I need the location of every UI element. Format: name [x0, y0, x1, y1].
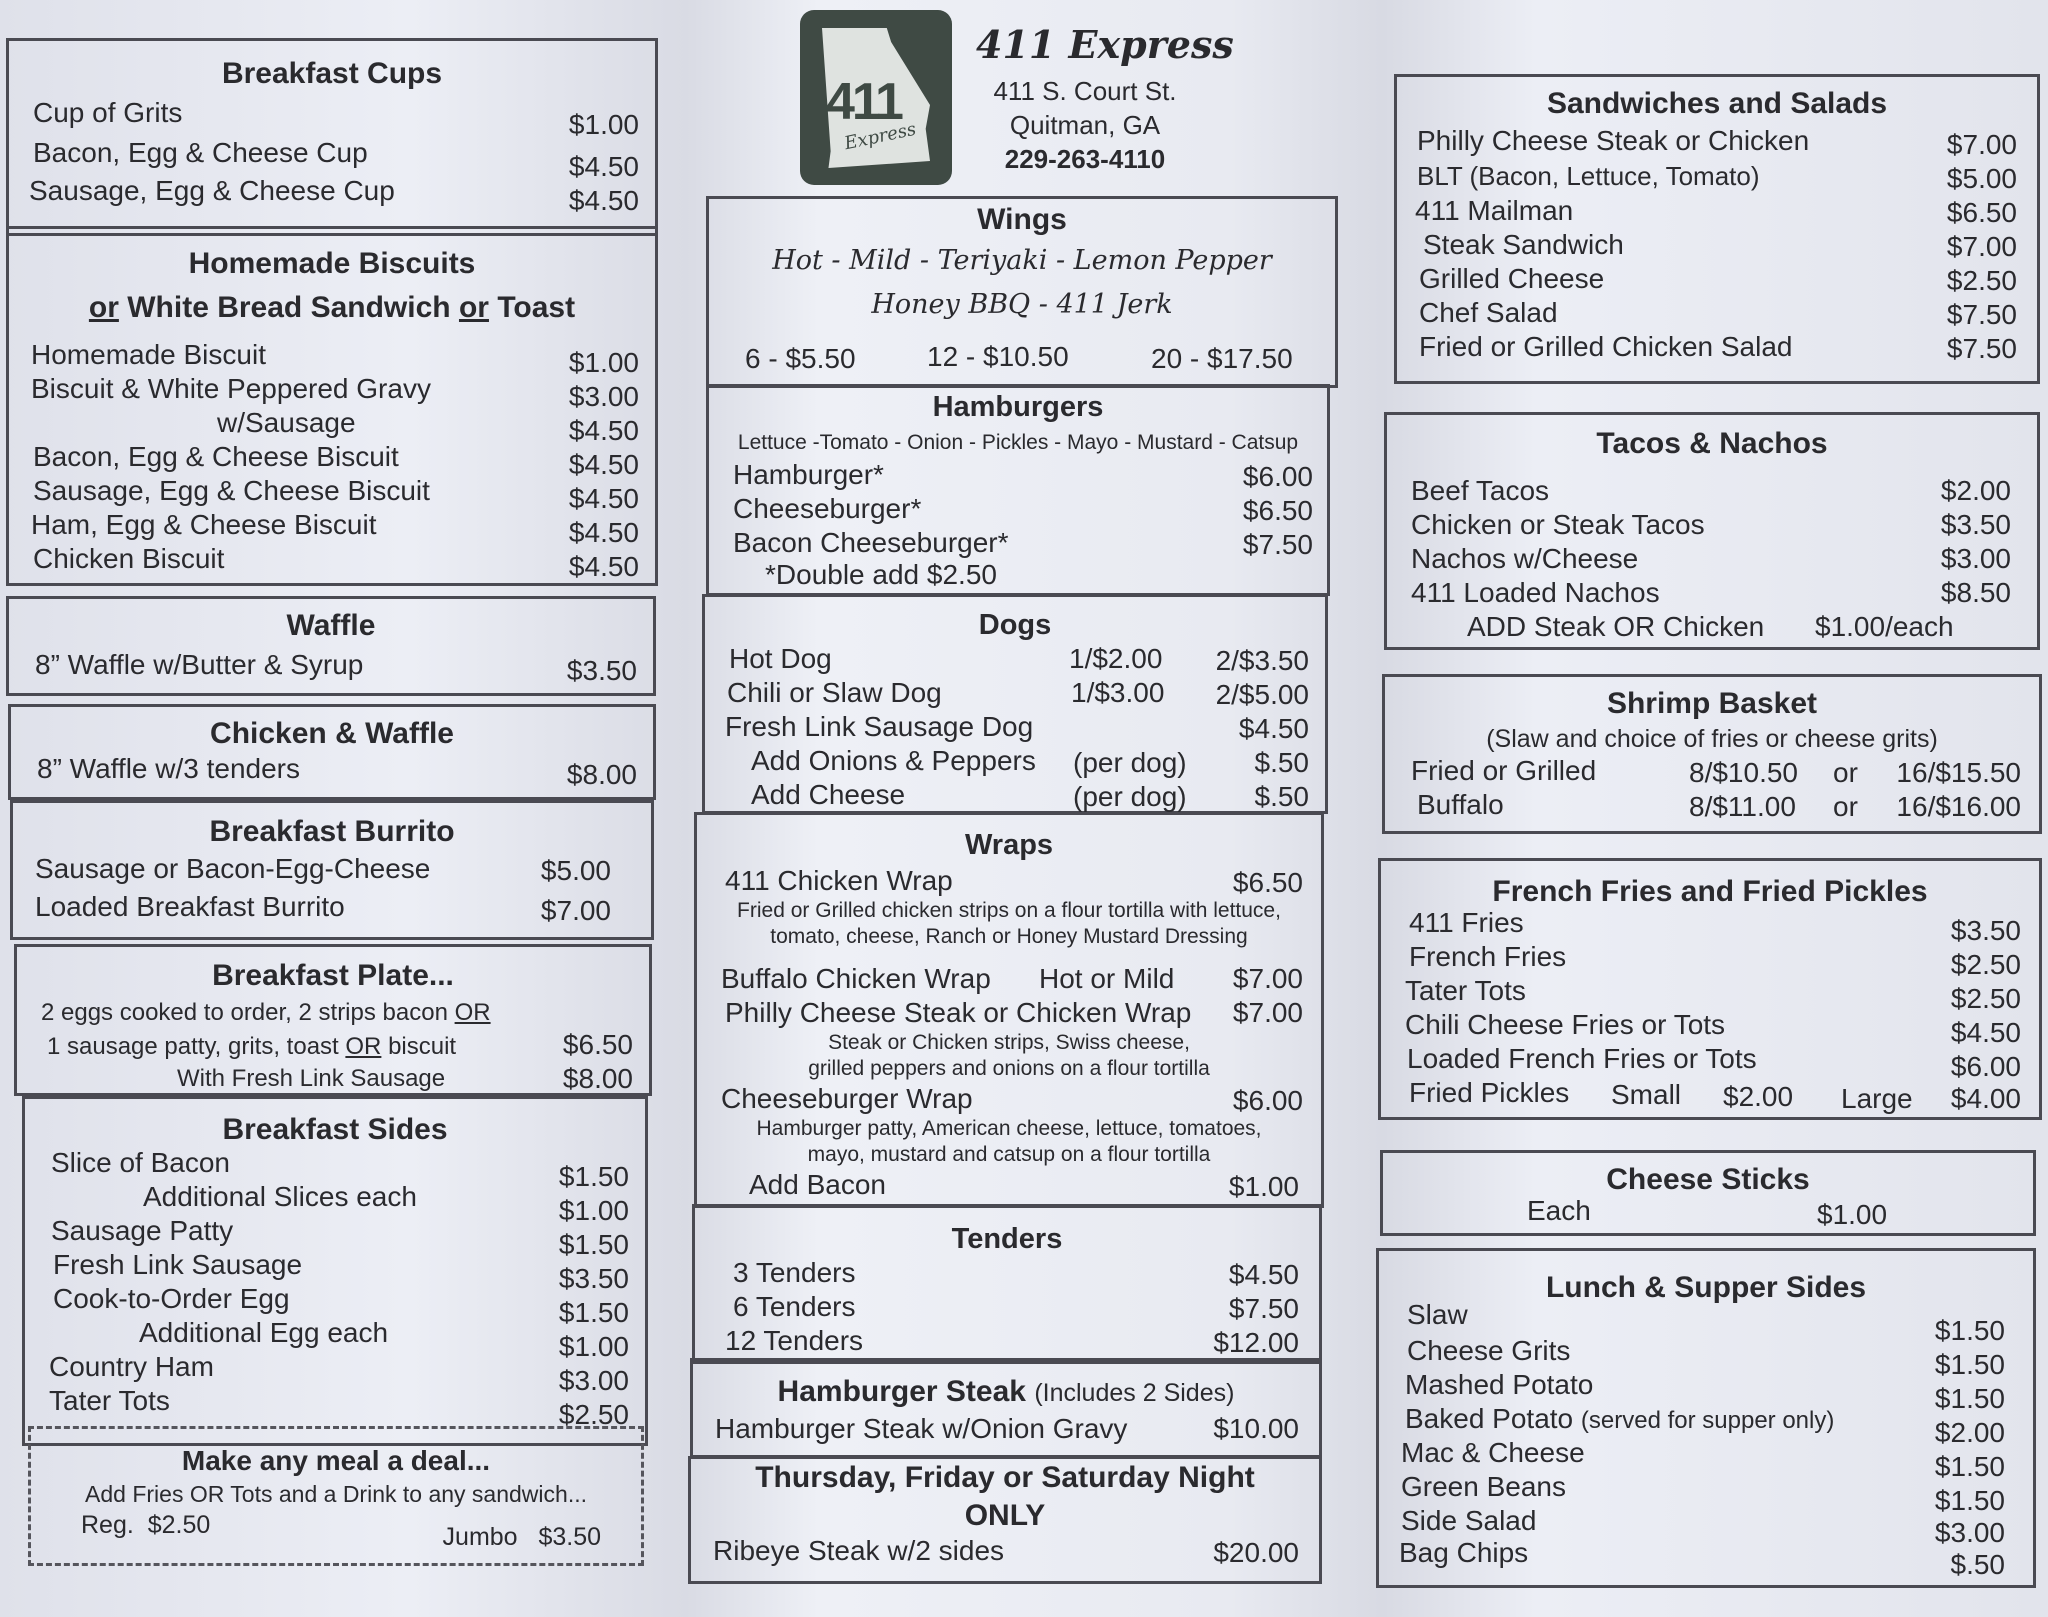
section-biscuits [6, 226, 658, 586]
section-title: Wraps [964, 829, 1054, 861]
menu-price: $3.00 [558, 1365, 629, 1396]
menu-item: 8” Waffle w/3 tenders [37, 753, 301, 784]
section-title: Wings [977, 203, 1067, 236]
menu-price: $1.00 [558, 1195, 629, 1226]
menu-item: Beef Tacos [1411, 475, 1550, 506]
menu-price: $8.50 [1940, 577, 2011, 608]
menu-description: tomato, cheese, Ranch or Honey Mustard Dressing [770, 925, 1248, 948]
section-cheese-sticks [1380, 1150, 2036, 1236]
menu-price: $.50 [1254, 781, 1309, 812]
menu-price: $6.50 [562, 1029, 633, 1060]
menu-item: 411 Loaded Nachos [1411, 577, 1660, 608]
menu-item: 411 Fries [1409, 907, 1524, 938]
menu-item: Each [1527, 1195, 1591, 1226]
restaurant-phone: 229-263-4110 [1004, 144, 1166, 174]
menu-price: $6.50 [1946, 197, 2017, 228]
menu-price: $5.00 [1946, 163, 2017, 194]
menu-description: grilled peppers and onions on a flour tortilla [808, 1057, 1210, 1080]
section-weekend-special [688, 1456, 1322, 1584]
menu-price: $2.50 [558, 1399, 629, 1430]
wing-flavors: Hot - Mild - Teriyaki - Lemon Pepper [772, 245, 1272, 276]
menu-price: 2/$5.00 [1215, 679, 1309, 710]
section-title: Make any meal a deal... [181, 1445, 491, 1476]
menu-item: Tater Tots [49, 1385, 170, 1416]
menu-item: 3 Tenders [733, 1257, 856, 1288]
section-title: Breakfast Cups [221, 57, 443, 90]
section-tacos-nachos [1384, 412, 2040, 650]
menu-item: Hot Dog [729, 643, 832, 674]
menu-price: $12.00 [1213, 1327, 1299, 1358]
section-title: Thursday, Friday or Saturday Night [755, 1461, 1255, 1494]
menu-price: $1.50 [558, 1297, 629, 1328]
menu-item: Homemade Biscuit [31, 339, 266, 370]
menu-item: Hamburger* [733, 459, 884, 490]
menu-item: Mashed Potato [1405, 1369, 1594, 1400]
menu-price: 16/$16.00 [1896, 791, 2021, 822]
section-breakfast-plate [14, 944, 652, 1096]
menu-item: w/Sausage [217, 407, 356, 438]
menu-item: Steak Sandwich [1423, 229, 1624, 260]
menu-price: $4.50 [568, 551, 639, 582]
section-title: Tenders [951, 1223, 1063, 1255]
menu-item: Baked Potato (served for supper only) [1405, 1403, 1835, 1434]
menu-price: $3.50 [1940, 509, 2011, 540]
menu-price: $8.00 [562, 1063, 633, 1094]
menu-item: Additional Slices each [143, 1181, 417, 1212]
menu-item: French Fries [1409, 941, 1567, 972]
menu-price: $7.00 [1232, 963, 1303, 994]
menu-item: Hamburger Steak w/Onion Gravy [715, 1413, 1128, 1444]
section-lunch-sides [1376, 1248, 2036, 1588]
deal-regular: Reg. $2.50 [81, 1511, 211, 1539]
menu-option: Hot or Mild [1039, 963, 1175, 994]
menu-item: Bacon, Egg & Cheese Biscuit [33, 441, 399, 472]
menu-price: $1.50 [1934, 1451, 2005, 1482]
section-title: Breakfast Sides [222, 1113, 448, 1146]
menu-price: $2.00 [1934, 1417, 2005, 1448]
menu-price: $4.50 [1950, 1017, 2021, 1048]
menu-price: $3.50 [566, 655, 637, 686]
section-shrimp-basket [1382, 674, 2042, 834]
section-wraps [694, 812, 1324, 1208]
logo-number: 411 [826, 73, 901, 131]
menu-item: Chicken or Steak Tacos [1411, 509, 1705, 540]
menu-price: $7.00 [1232, 997, 1303, 1028]
section-subtitle: or White Bread Sandwich or Toast [88, 291, 576, 324]
menu-price: $1.00 [568, 347, 639, 378]
menu-item: Ribeye Steak w/2 sides [713, 1535, 1005, 1566]
menu-price: $3.50 [1950, 915, 2021, 946]
menu-price: $4.50 [568, 185, 639, 216]
section-sandwiches-salads [1394, 74, 2040, 384]
menu-price: $4.50 [1228, 1259, 1299, 1290]
menu-price: $5.00 [540, 855, 611, 886]
deal-description: Add Fries OR Tots and a Drink to any sandwich... [85, 1481, 587, 1507]
menu-item: Chili Cheese Fries or Tots [1405, 1009, 1726, 1040]
menu-item: Sausage Patty [51, 1215, 234, 1246]
menu-price: $4.50 [568, 151, 639, 182]
menu-item: Buffalo [1417, 789, 1504, 820]
menu-price: $1.50 [1934, 1485, 2005, 1516]
section-dogs [702, 594, 1328, 814]
hamburger-note: *Double add $2.50 [765, 559, 997, 590]
menu-price: $2.50 [1950, 949, 2021, 980]
deal-jumbo: Jumbo $3.50 [442, 1523, 601, 1551]
menu-item: Slaw [1407, 1299, 1468, 1330]
menu-description: Hamburger patty, American cheese, lettuce, tomatoes, [756, 1117, 1262, 1140]
menu-price: $1.00 [558, 1331, 629, 1362]
menu-item: Fried Pickles [1409, 1077, 1570, 1108]
section-french-fries [1378, 858, 2042, 1120]
menu-price: $6.00 [1950, 1051, 2021, 1082]
menu-item: Bacon Cheeseburger* [733, 527, 1009, 558]
menu-price: $1.00 [568, 109, 639, 140]
menu-price: $7.50 [1228, 1293, 1299, 1324]
menu-price: $1.50 [1934, 1349, 2005, 1380]
menu-description: Steak or Chicken strips, Swiss cheese, [828, 1031, 1190, 1054]
section-burrito [10, 800, 654, 940]
menu-price: $8.00 [566, 759, 637, 790]
menu-price: $6.00 [1232, 1085, 1303, 1116]
menu-item: Chef Salad [1419, 297, 1558, 328]
menu-price: $.50 [1950, 1549, 2005, 1580]
menu-addon: ADD Steak OR Chicken [1467, 611, 1765, 642]
menu-item: Fried or Grilled [1411, 755, 1597, 786]
menu-price: $1.50 [558, 1229, 629, 1260]
menu-price: $2.00 [1940, 475, 2011, 506]
section-title: Tacos & Nachos [1596, 427, 1828, 460]
menu-item: Grilled Cheese [1419, 263, 1605, 294]
menu-item: Side Salad [1401, 1505, 1537, 1536]
restaurant-city: Quitman, GA [1009, 110, 1161, 140]
shrimp-description: (Slaw and choice of fries or cheese grits) [1486, 725, 1938, 753]
wing-price: 12 - $10.50 [927, 341, 1069, 372]
plate-line-3: With Fresh Link Sausage [177, 1065, 446, 1092]
section-title: French Fries and Fried Pickles [1492, 875, 1928, 908]
menu-price: $7.00 [1946, 129, 2017, 160]
section-tenders [692, 1204, 1322, 1364]
menu-item: Tater Tots [1405, 975, 1526, 1006]
restaurant-address: 411 S. Court St. [993, 76, 1177, 106]
menu-price: 8/$10.50 [1689, 757, 1798, 788]
section-hamburgers [706, 384, 1330, 596]
menu-price: $.50 [1254, 747, 1309, 778]
menu-description: Fried or Grilled chicken strips on a flour tortilla with lettuce, [737, 899, 1281, 922]
menu-price: $7.50 [1242, 529, 1313, 560]
menu-price: $1.50 [1934, 1383, 2005, 1414]
menu-item: Bag Chips [1399, 1537, 1529, 1568]
menu-item: 8” Waffle w/Butter & Syrup [35, 649, 364, 680]
menu-price: $10.00 [1213, 1413, 1299, 1444]
section-title: Dogs [978, 609, 1052, 641]
menu-item: 6 Tenders [733, 1291, 856, 1322]
menu-item: BLT (Bacon, Lettuce, Tomato) [1417, 161, 1760, 191]
section-subtitle: ONLY [964, 1499, 1046, 1532]
section-title: Breakfast Burrito [209, 815, 455, 848]
menu-price: $7.50 [1946, 299, 2017, 330]
section-breakfast-sides [22, 1096, 648, 1446]
menu-price: $3.00 [1940, 543, 2011, 574]
menu-item: Cheeseburger* [733, 493, 922, 524]
menu-or: or [1833, 757, 1858, 788]
menu-price: 2/$3.50 [1215, 645, 1309, 676]
menu-item: Chicken Biscuit [33, 543, 225, 574]
menu-item: Slice of Bacon [51, 1147, 230, 1178]
menu-item: Chili or Slaw Dog [727, 677, 942, 708]
menu-item: Sausage or Bacon-Egg-Cheese [35, 853, 431, 884]
menu-price: $2.50 [1950, 983, 2021, 1014]
menu-item: Philly Cheese Steak or Chicken [1417, 125, 1810, 156]
menu-item: Mac & Cheese [1401, 1437, 1585, 1468]
menu-price: $6.00 [1242, 461, 1313, 492]
menu-item: Add Onions & Peppers [751, 745, 1036, 776]
section-title: Breakfast Plate... [212, 959, 454, 992]
section-title: Lunch & Supper Sides [1545, 1271, 1867, 1304]
section-title: Homemade Biscuits [188, 247, 476, 280]
menu-item: Bacon, Egg & Cheese Cup [33, 137, 368, 168]
menu-or: or [1833, 791, 1858, 822]
menu-price: $4.50 [568, 449, 639, 480]
wing-price: 6 - $5.50 [745, 343, 856, 374]
menu-item: Sausage, Egg & Cheese Biscuit [33, 475, 430, 506]
menu-item: Nachos w/Cheese [1411, 543, 1639, 574]
menu-price: $1.50 [558, 1161, 629, 1192]
section-hamburger-steak [690, 1358, 1322, 1458]
menu-item: Buffalo Chicken Wrap [721, 963, 991, 994]
wing-price: 20 - $17.50 [1151, 343, 1293, 374]
section-waffle [6, 596, 656, 696]
section-wings [706, 196, 1338, 388]
menu-item: Ham, Egg & Cheese Biscuit [31, 509, 377, 540]
plate-line-2: 1 sausage patty, grits, toast OR biscuit [47, 1033, 457, 1060]
menu-price: $4.50 [568, 415, 639, 446]
georgia-logo-icon [800, 10, 952, 185]
menu-price: $3.00 [568, 381, 639, 412]
menu-item: Cheese Grits [1407, 1335, 1571, 1366]
menu-price: 16/$15.50 [1896, 757, 2021, 788]
menu-description: mayo, mustard and catsup on a flour tortilla [807, 1143, 1211, 1166]
restaurant-name: 411 Express [976, 22, 1234, 67]
section-title: Cheese Sticks [1606, 1163, 1810, 1196]
menu-price: $1.00 [1228, 1171, 1299, 1202]
menu-item: Cheeseburger Wrap [721, 1083, 973, 1114]
menu-price: 1/$3.00 [1071, 677, 1165, 708]
menu-item: Fresh Link Sausage Dog [725, 711, 1034, 742]
menu-item: Add Bacon [749, 1169, 886, 1200]
menu-item: Green Beans [1401, 1471, 1566, 1502]
menu-item: Additional Egg each [139, 1317, 389, 1348]
menu-price: $4.00 [1950, 1083, 2021, 1114]
menu-item: 411 Chicken Wrap [725, 865, 953, 896]
menu-item: Philly Cheese Steak or Chicken Wrap [725, 997, 1192, 1028]
menu-item: Cook-to-Order Egg [53, 1283, 290, 1314]
menu-price: $7.50 [1946, 333, 2017, 364]
menu-item: Add Cheese [751, 779, 906, 810]
menu-item: Fried or Grilled Chicken Salad [1419, 331, 1793, 362]
menu-item: 411 Mailman [1415, 195, 1574, 226]
section-title: Hamburger Steak (Includes 2 Sides) [777, 1375, 1235, 1408]
section-title: Shrimp Basket [1606, 687, 1818, 720]
menu-item: Fresh Link Sausage [53, 1249, 303, 1280]
section-title: Chicken & Waffle [210, 717, 454, 750]
pickles-small-label: Small [1611, 1079, 1682, 1110]
menu-price: $6.50 [1232, 867, 1303, 898]
menu-price: $20.00 [1213, 1537, 1299, 1568]
menu-item: Loaded Breakfast Burrito [35, 891, 345, 922]
menu-note: (per dog) [1073, 747, 1187, 778]
section-title: Sandwiches and Salads [1546, 87, 1888, 120]
menu-price: 1/$2.00 [1069, 643, 1163, 674]
menu-price: $1.50 [1934, 1315, 2005, 1346]
logo-script: Express [842, 118, 918, 155]
menu-price: $1.00 [1817, 1199, 1888, 1230]
menu-item: Cup of Grits [33, 97, 183, 128]
menu-item: Sausage, Egg & Cheese Cup [29, 175, 395, 206]
menu-item: 12 Tenders [725, 1325, 864, 1356]
menu-price: 8/$11.00 [1689, 791, 1796, 822]
menu-price: $1.00/each [1815, 611, 1954, 642]
menu-item: Country Ham [49, 1351, 214, 1382]
wing-flavors: Honey BBQ - 411 Jerk [871, 289, 1173, 320]
section-title: Waffle [286, 609, 376, 642]
hamburger-toppings: Lettuce -Tomato - Onion - Pickles - Mayo - Mustard - Catsup [737, 431, 1299, 454]
plate-line-1: 2 eggs cooked to order, 2 strips bacon OR [41, 999, 491, 1026]
menu-price: $4.50 [568, 483, 639, 514]
menu-price: $4.50 [1238, 713, 1309, 744]
menu-price: $7.00 [540, 895, 611, 926]
menu-price: $3.00 [1934, 1517, 2005, 1548]
menu-price: $4.50 [568, 517, 639, 548]
menu-price: $2.00 [1723, 1081, 1794, 1112]
menu-price: $2.50 [1946, 265, 2017, 296]
menu-note: (per dog) [1073, 781, 1187, 812]
section-meal-deal [28, 1426, 644, 1566]
section-breakfast-cups [6, 38, 658, 236]
menu-item: Biscuit & White Peppered Gravy [31, 373, 431, 404]
pickles-large-label: Large [1841, 1083, 1913, 1114]
menu-price: $7.00 [1946, 231, 2017, 262]
menu-item: Loaded French Fries or Tots [1407, 1043, 1757, 1074]
menu-price: $6.50 [1242, 495, 1313, 526]
section-chicken-waffle [8, 704, 656, 800]
menu-price: $3.50 [558, 1263, 629, 1294]
section-title: Hamburgers [932, 391, 1104, 423]
